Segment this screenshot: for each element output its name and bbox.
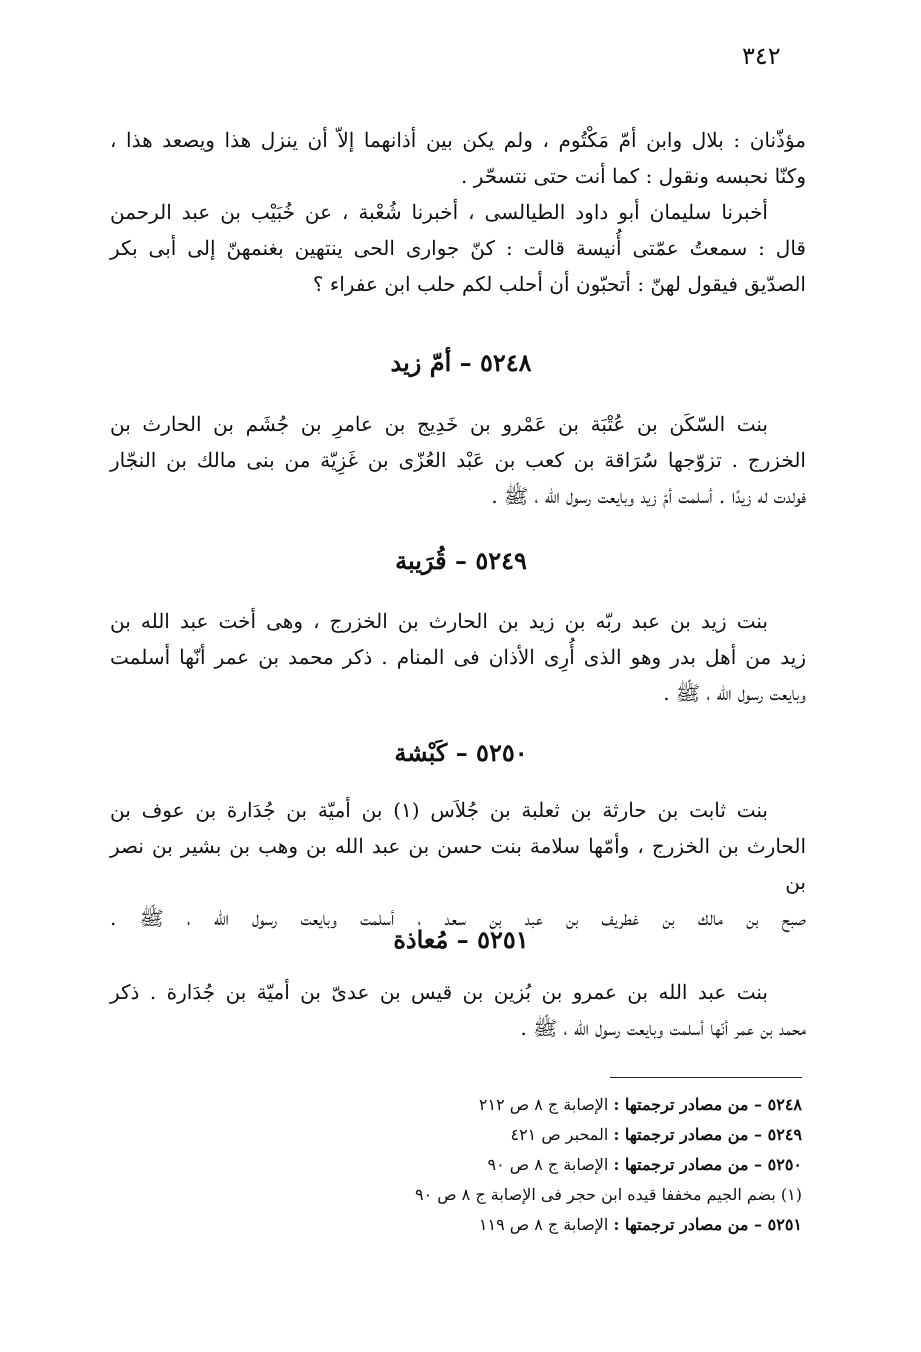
- footnote-text: الإصابة ج ٨ ص ٩٠: [487, 1155, 609, 1174]
- footnote-text: الإصابة ج ٨ ص ٢١٢: [478, 1095, 609, 1114]
- footnote-line: [340, 1120, 802, 1150]
- text-line: الحارث بن الخزرج ، وأمّها سلامة بنت حسن بن عبد الله بن وهب بن بشير بن نصر بن: [110, 834, 806, 894]
- footnote-divider: [610, 1077, 802, 1078]
- footnote-label: ٥٢٤٨ – من مصادر ترجمتها :: [613, 1095, 802, 1114]
- footnote-label: ٥٢٥٠ – من مصادر ترجمتها :: [613, 1155, 802, 1174]
- footnote-line: [340, 1090, 802, 1120]
- entry-heading: ٥٢٥١ – مُعاذة: [393, 925, 529, 954]
- text-line: محمد بن عمر أنّها أسلمت وبايعت رسول الله ، ﷺ .: [520, 1016, 806, 1040]
- footnote-line: [340, 1150, 802, 1180]
- text-line: وبايعت رسول الله ، ﷺ .: [663, 681, 806, 705]
- text-line: الخزرج . تزوّجها سُرَاقة بن كعب بن عَبْد العُزّى بن غَزِيّة من بنى مالك بن النجّار: [110, 448, 806, 472]
- footnote-text: المحبر ص ٤٢١: [510, 1125, 609, 1144]
- text-line: صبح بن مالك بن غطريف بن عبد بن سعد ، أسلمت وبايعت رسول الله ، ﷺ .: [110, 906, 806, 930]
- footnote-line: [340, 1210, 802, 1240]
- text-line: بنت عبد الله بن عمرو بن بُزين بن قيس بن عدىّ بن أميّة بن جُدَارة . ذكر: [110, 980, 768, 1004]
- entry-heading: ٥٢٤٨ – أمّ زيد: [390, 348, 532, 377]
- footnote-label: ٥٢٤٩ – من مصادر ترجمتها :: [613, 1125, 802, 1144]
- footnote-line: [340, 1180, 802, 1210]
- text-line: زيد من أهل بدر وهو الذى أُرِى الأذان فى المنام . ذكر محمد بن عمر أنّها أسلمت: [110, 645, 806, 669]
- text-line: بنت زيد بن عبد ربّه بن زيد بن الحارث بن الخزرج ، وهى أخت عبد الله بن: [110, 609, 768, 633]
- text-line: مؤذّنان : بلال وابن أمّ مَكْتُوم ، ولم يكن بين أذانهما إلاّ أن ينزل هذا ويصعد هذا ،: [110, 128, 806, 152]
- page-number: ٣٤٢: [742, 42, 781, 70]
- text-line: وكنّا نحبسه ونقول : كما أنت حتى نتسحّر .: [461, 164, 806, 188]
- text-line: أخبرنا سليمان أبو داود الطيالسى ، أخبرنا شُعْبة ، عن خُبَيْب بن عبد الرحمن: [110, 200, 768, 224]
- text-line: بنت ثابت بن حارثة بن ثعلبة بن جُلاَس (١) بن أميّة بن جُدَارة بن عوف بن: [110, 798, 768, 822]
- entry-body: [110, 792, 806, 936]
- text-line: فولدت له زيدًا . أسلمت أمّ زيد وبايعت رسول الله ، ﷺ .: [491, 484, 806, 508]
- footnote-label: ٥٢٥١ – من مصادر ترجمتها :: [613, 1215, 802, 1234]
- footnote-text: (١) بضم الجيم مخففا قيده ابن حجر فى الإصابة ج ٨ ص ٩٠: [414, 1185, 802, 1204]
- entry-body: [110, 603, 806, 711]
- entry-heading: ٥٢٤٩ – قُرَيبة: [395, 546, 527, 575]
- text-line: بنت السّكَن بن عُتْبَة بن عَمْرو بن خَدِيج بن عامرِ بن جُشَم بن الحارث بن: [110, 412, 768, 436]
- footnote-text: الإصابة ج ٨ ص ١١٩: [478, 1215, 609, 1234]
- text-line: قال : سمعتُ عمّتى أُنيسة قالت : كنّ جوارى الحى ينتهين بغنمهنّ إلى أبى بكر: [110, 236, 806, 260]
- intro-text: [110, 122, 806, 302]
- entry-heading: ٥٢٥٠ – كَبْشة: [394, 738, 528, 767]
- footnotes: [340, 1090, 802, 1240]
- text-line: الصدّيق فيقول لهنّ : أتحبّون أن أحلب لكم حلب ابن عفراء ؟: [312, 272, 806, 296]
- entry-body: [110, 974, 806, 1046]
- entry-body: [110, 406, 806, 514]
